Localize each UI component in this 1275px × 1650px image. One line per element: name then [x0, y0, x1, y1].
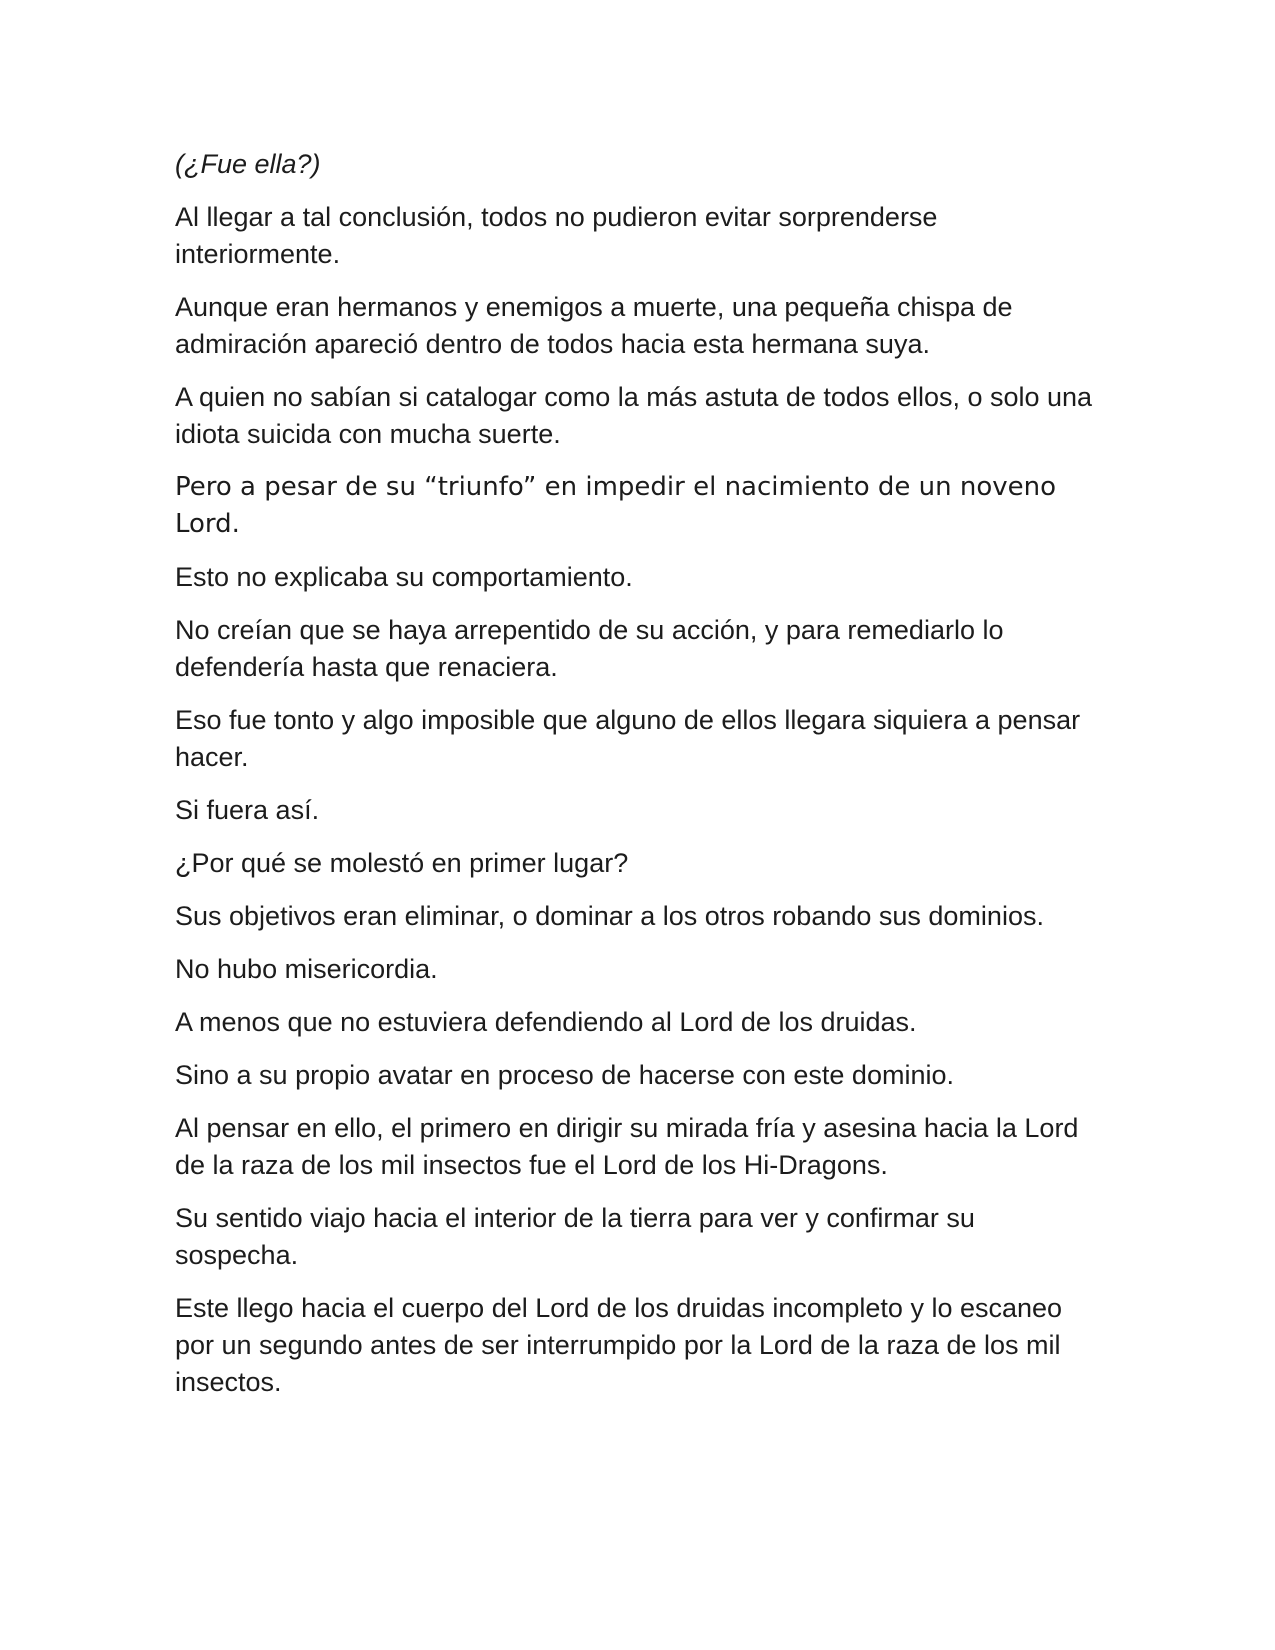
- paragraph-6: Esto no explicaba su comportamiento.: [175, 562, 633, 592]
- paragraph-10: ¿Por qué se molestó en primer lugar?: [175, 848, 629, 878]
- paragraph-7: No creían que se haya arrepentido de su acción, y para remediarlo lo defendería hasta que renaciera.: [175, 615, 1004, 682]
- document-body: [175, 146, 1095, 1417]
- paragraph-13: A menos que no estuviera defendiendo al Lord de los druidas.: [175, 1007, 917, 1037]
- paragraph-3: Aunque eran hermanos y enemigos a muerte, una pequeña chispa de admiración apareció dentro de todos hacia esta hermana suya.: [175, 292, 1013, 359]
- paragraph-9: Si fuera así.: [175, 795, 320, 825]
- paragraph-15: Al pensar en ello, el primero en dirigir su mirada fría y asesina hacia la Lord de la raza de los mil insectos fue el Lord de los Hi-Dragons.: [175, 1113, 1079, 1180]
- paragraph-8: Eso fue tonto y algo imposible que alguno de ellos llegara siquiera a pensar hacer.: [175, 705, 1081, 772]
- paragraph-12: No hubo misericordia.: [175, 954, 438, 984]
- paragraph-14: Sino a su propio avatar en proceso de hacerse con este dominio.: [175, 1060, 954, 1090]
- paragraph-4: A quien no sabían si catalogar como la más astuta de todos ellos, o solo una idiota suicida con mucha suerte.: [175, 382, 1093, 449]
- paragraph-5: Pero a pesar de su “triunfo” en impedir el nacimiento de un noveno Lord.: [175, 472, 1057, 539]
- paragraph-17: Este llego hacia el cuerpo del Lord de los druidas incompleto y lo escaneo por un segundo antes de ser interrumpido por la Lord de la raza de los mil insectos.: [175, 1293, 1063, 1397]
- paragraph-1: (¿Fue ella?): [175, 149, 321, 179]
- paragraph-16: Su sentido viajo hacia el interior de la tierra para ver y confirmar su sospecha.: [175, 1203, 975, 1270]
- paragraph-11: Sus objetivos eran eliminar, o dominar a los otros robando sus dominios.: [175, 901, 1044, 931]
- paragraph-2: Al llegar a tal conclusión, todos no pudieron evitar sorprenderse interiormente.: [175, 202, 938, 269]
